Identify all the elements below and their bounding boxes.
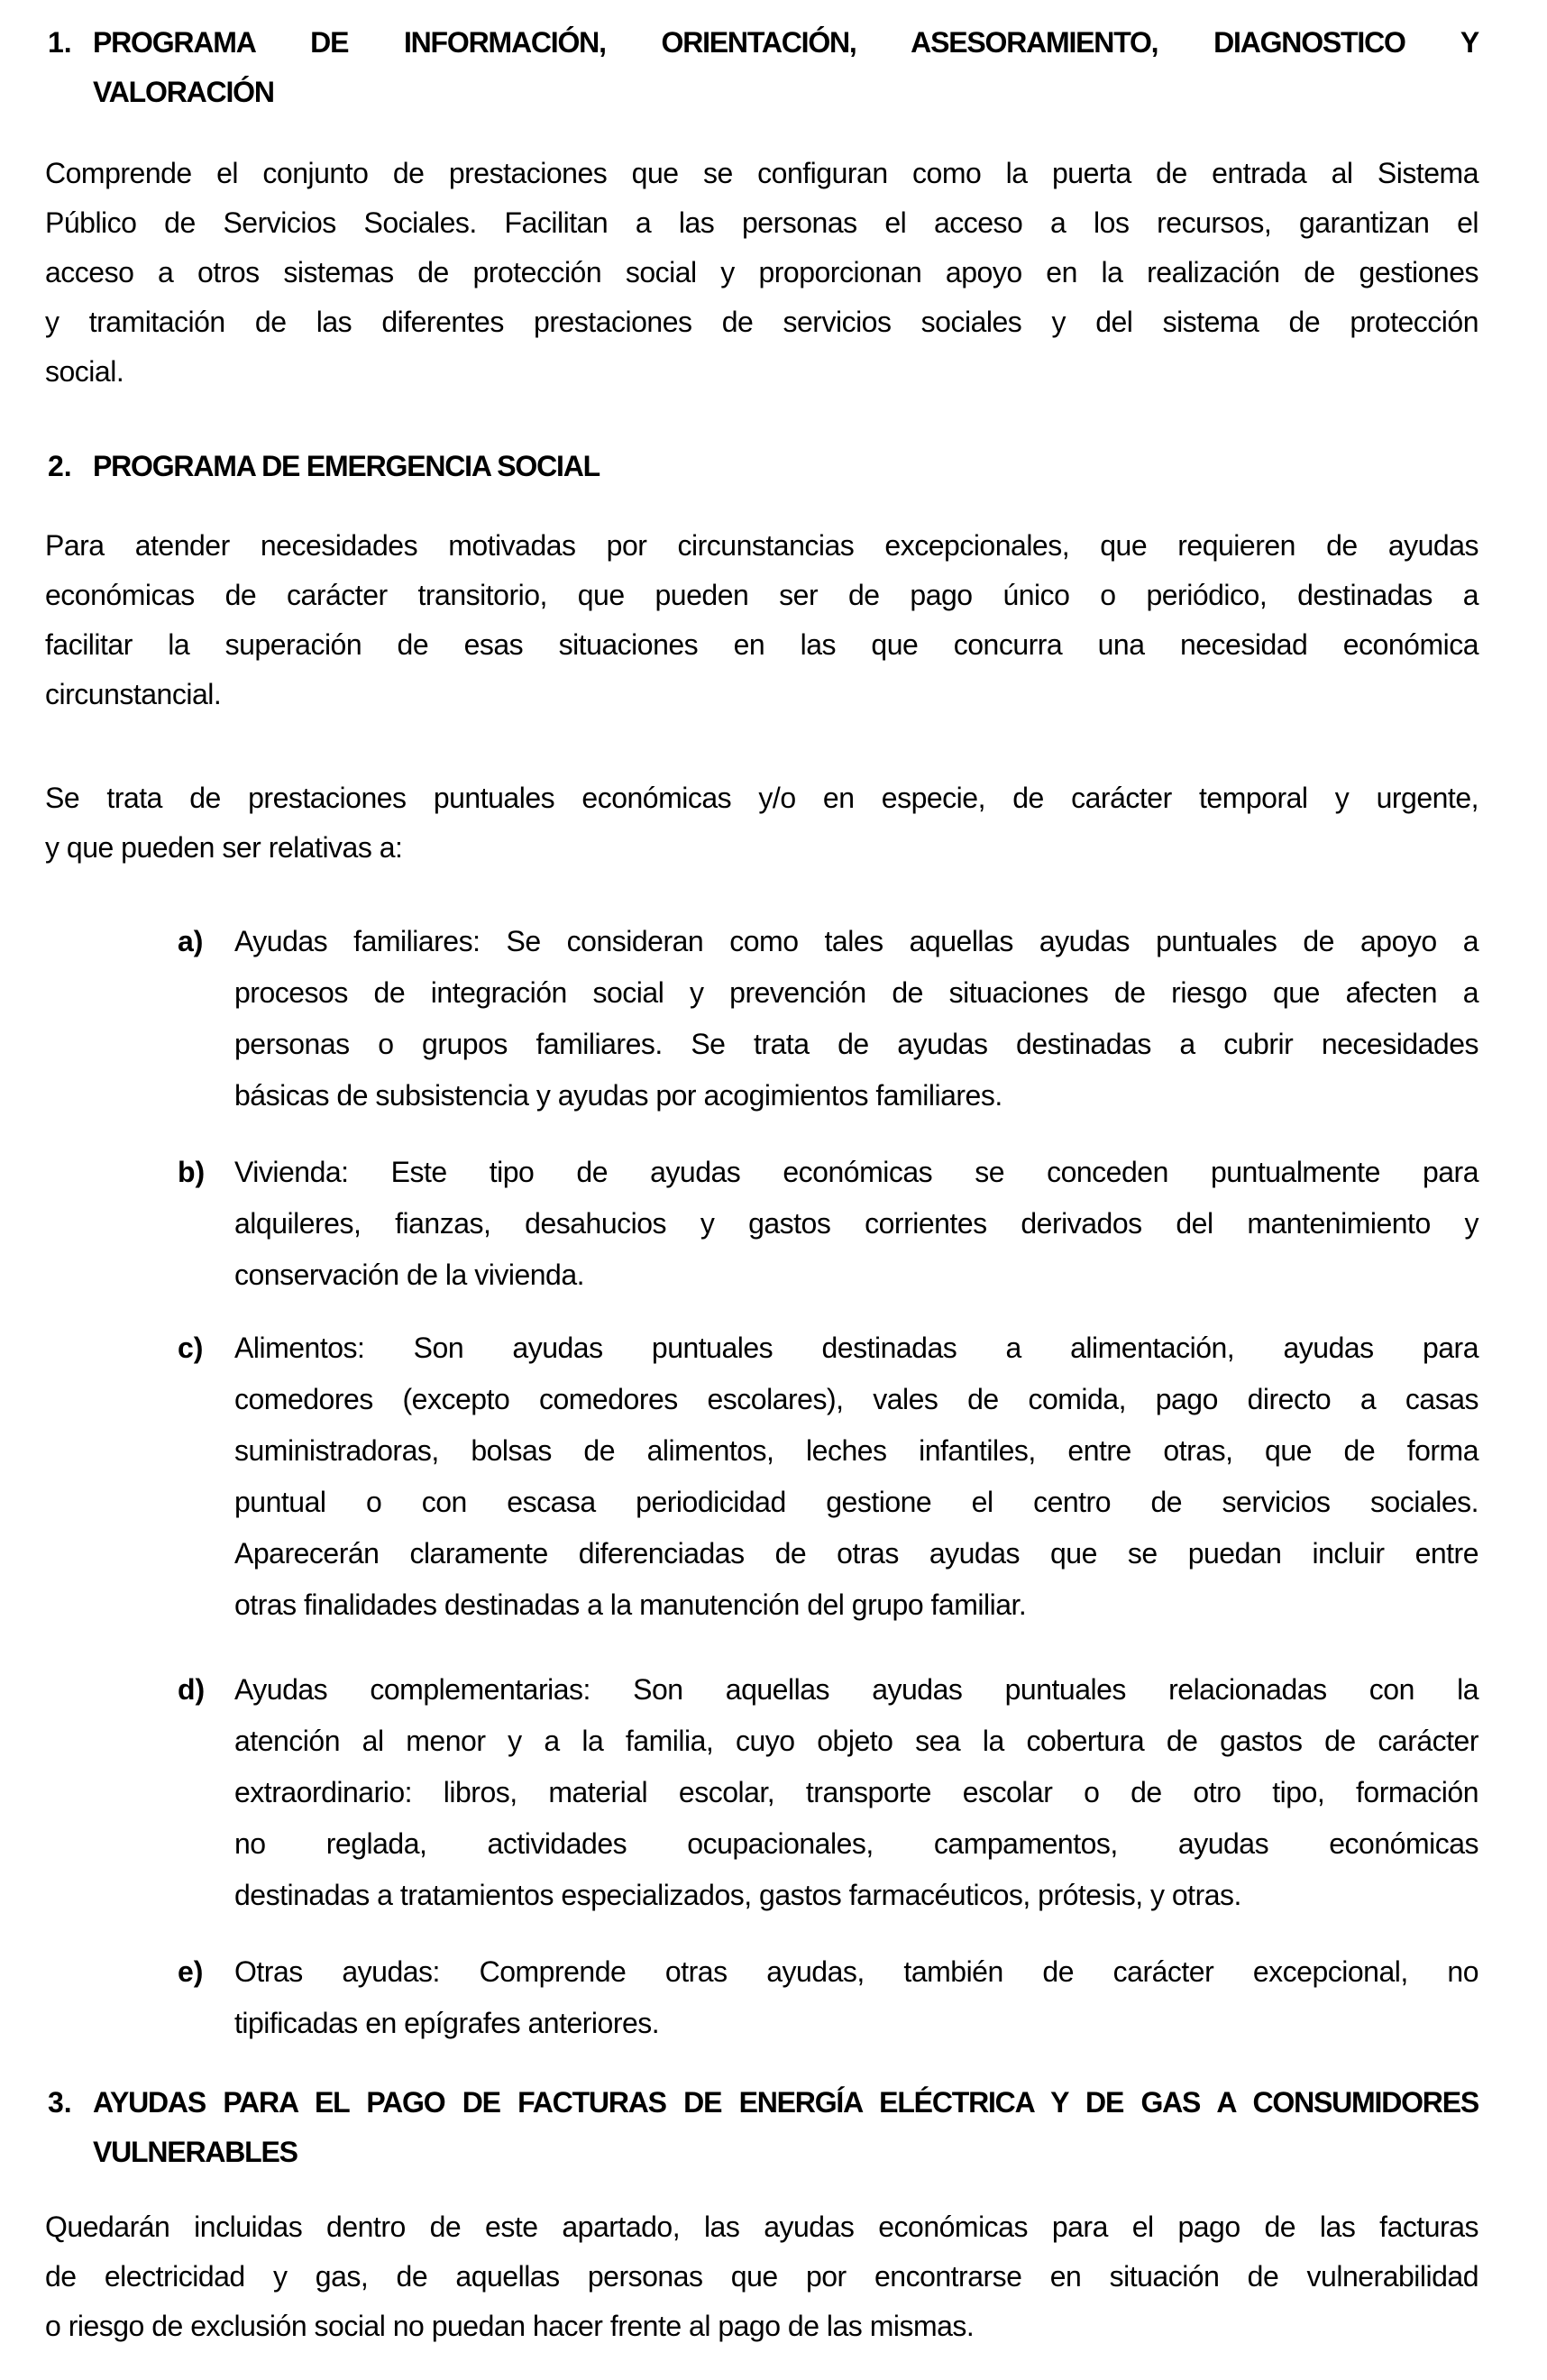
text-line: social. [45, 355, 124, 388]
text-line: otras finalidades destinadas a la manutención del grupo familiar. [234, 1588, 1027, 1621]
list-label-b: b) [178, 1156, 206, 1188]
list-label-d: d) [178, 1673, 206, 1706]
text-line: Alimentos: Son ayudas puntuales destinadas a alimentación, ayudas para [234, 1332, 1478, 1364]
text-line: tipificadas en epígrafes anteriores. [234, 2007, 660, 2039]
text-line: no reglada, actividades ocupacionales, campamentos, ayudas económicas [234, 1827, 1478, 1860]
heading-line: AYUDAS PARA EL PAGO DE FACTURAS DE ENERGÍA ELÉCTRICA Y DE GAS A CONSUMIDORES [93, 2086, 1478, 2119]
text-line: conservación de la vivienda. [234, 1259, 585, 1291]
text-line: Comprende el conjunto de prestaciones que se configuran como la puerta de entrada al Sistema [45, 157, 1478, 189]
text-line: Aparecerán claramente diferenciadas de otras ayudas que se puedan incluir entre [234, 1537, 1478, 1570]
list-item-e [178, 1946, 1478, 2049]
text-line: y tramitación de las diferentes prestaciones de servicios sociales y del sistema de protección [45, 306, 1478, 338]
text-line: circunstancial. [45, 678, 222, 710]
text-line: de electricidad y gas, de aquellas personas que por encontrarse en situación de vulnerabilidad [45, 2260, 1478, 2293]
text-line: Ayudas familiares: Se consideran como tales aquellas ayudas puntuales de apoyo a [234, 925, 1478, 957]
list-item-c [178, 1323, 1478, 1631]
text-line: atención al menor y a la familia, cuyo objeto sea la cobertura de gastos de carácter [234, 1725, 1478, 1757]
list-label-c: c) [178, 1332, 204, 1364]
list-item-a [178, 916, 1478, 1121]
text-line: o riesgo de exclusión social no puedan hacer frente al pago de las mismas. [45, 2310, 975, 2342]
text-line: Otras ayudas: Comprende otras ayudas, también de carácter excepcional, no [234, 1955, 1478, 1988]
text-line: facilitar la superación de esas situaciones en las que concurra una necesidad económica [45, 628, 1478, 661]
text-line: extraordinario: libros, material escolar, transporte escolar o de otro tipo, formación [234, 1776, 1478, 1808]
section-number-2: 2. [48, 450, 72, 482]
section-number-3: 3. [48, 2086, 72, 2119]
text-line: Quedarán incluidas dentro de este apartado, las ayudas económicas para el pago de las facturas [45, 2211, 1478, 2243]
text-line: Público de Servicios Sociales. Facilitan a las personas el acceso a los recursos, garantizan el [45, 206, 1478, 239]
heading-line: VULNERABLES [93, 2136, 298, 2168]
text-line: comedores (excepto comedores escolares), vales de comida, pago directo a casas [234, 1383, 1478, 1415]
text-line: personas o grupos familiares. Se trata de ayudas destinadas a cubrir necesidades [234, 1028, 1478, 1060]
list-item-d [178, 1664, 1478, 1921]
section-number-1: 1. [48, 26, 72, 59]
section-heading-2 [48, 442, 1478, 491]
text-line: procesos de integración social y prevención de situaciones de riesgo que afecten a [234, 976, 1478, 1009]
text-line: Se trata de prestaciones puntuales económicas y/o en especie, de carácter temporal y urgente, [45, 782, 1478, 814]
text-line: Ayudas complementarias: Son aquellas ayudas puntuales relacionadas con la [234, 1673, 1478, 1706]
paragraph-emergency-intro [45, 521, 1478, 719]
text-line: acceso a otros sistemas de protección social y proporcionan apoyo en la realización de gestiones [45, 256, 1478, 288]
text-line: Vivienda: Este tipo de ayudas económicas se conceden puntualmente para [234, 1156, 1478, 1188]
heading-line: PROGRAMA DE EMERGENCIA SOCIAL [93, 450, 600, 482]
paragraph-intro [45, 149, 1478, 397]
text-line: puntual o con escasa periodicidad gestione el centro de servicios sociales. [234, 1486, 1478, 1518]
text-line: destinadas a tratamientos especializados, gastos farmacéuticos, prótesis, y otras. [234, 1879, 1241, 1911]
list-label-a: a) [178, 925, 204, 957]
text-line: básicas de subsistencia y ayudas por acogimientos familiares. [234, 1079, 1002, 1112]
heading-line: VALORACIÓN [93, 76, 274, 108]
paragraph-emergency-note [45, 774, 1478, 873]
text-line: Para atender necesidades motivadas por circunstancias excepcionales, que requieren de ayudas [45, 529, 1478, 562]
text-line: económicas de carácter transitorio, que pueden ser de pago único o periódico, destinadas a [45, 579, 1478, 611]
section-heading-1 [48, 18, 1478, 117]
section-heading-3 [48, 2078, 1478, 2177]
text-line: suministradoras, bolsas de alimentos, leches infantiles, entre otras, que de forma [234, 1434, 1478, 1467]
list-item-b [178, 1147, 1478, 1301]
paragraph-energy-intro [45, 2202, 1478, 2351]
heading-line: PROGRAMA DE INFORMACIÓN, ORIENTACIÓN, ASESORAMIENTO, DIAGNOSTICO Y [93, 26, 1478, 59]
text-line: alquileres, fianzas, desahucios y gastos corrientes derivados del mantenimiento y [234, 1207, 1478, 1240]
text-line: y que pueden ser relativas a: [45, 831, 403, 864]
list-label-e: e) [178, 1955, 204, 1988]
